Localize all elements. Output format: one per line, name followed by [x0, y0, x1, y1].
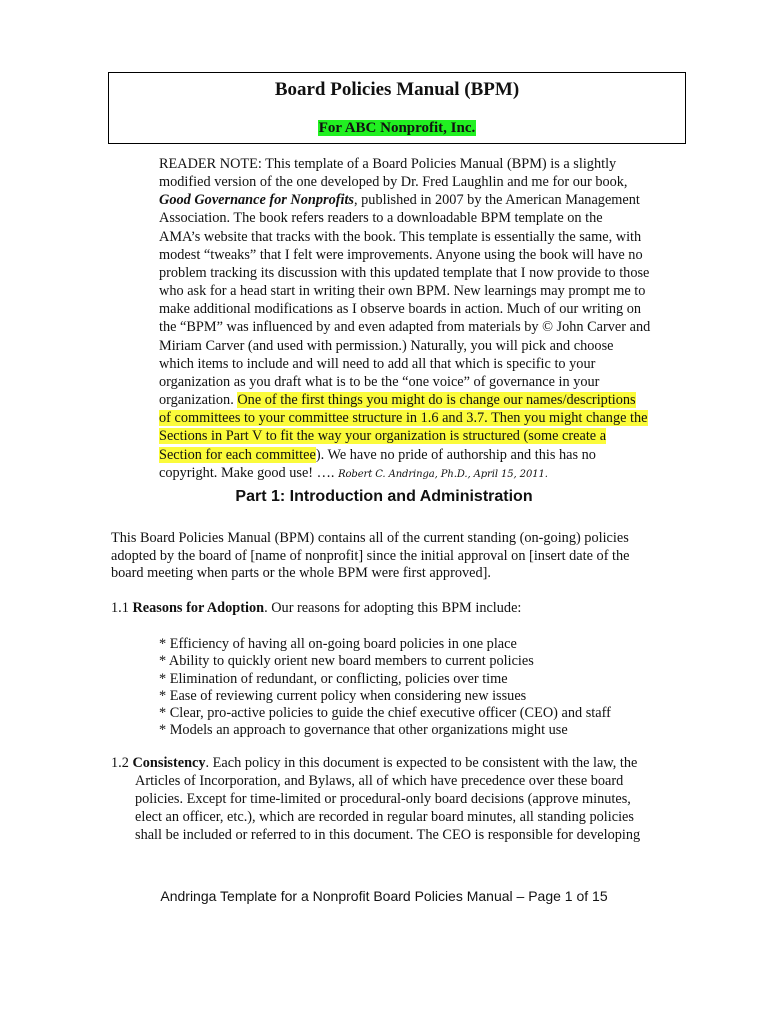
note-line [159, 409, 687, 427]
list-item: * Ease of reviewing current policy when considering new issues [159, 687, 527, 704]
note-line: the “BPM” was influenced by and even adapted from materials by © John Carver and [159, 319, 651, 336]
note-line: AMA’s website that tracks with the book. This template is essentially the same, with [159, 228, 642, 245]
note-text: copyright. Make good use! …. [159, 464, 339, 481]
organization-subtitle: For ABC Nonprofit, Inc. [318, 120, 476, 136]
author-signature: Robert C. Andringa, Ph.D., April 15, 2011. [338, 468, 548, 480]
title-box [108, 72, 686, 144]
list-item: * Models an approach to governance that other organizations might use [159, 722, 568, 739]
reader-note [159, 155, 687, 484]
highlighted-text: of committees to your committee structure in 1.6 and 3.7. Then you might change the [159, 410, 648, 427]
intro-paragraph [111, 530, 630, 583]
list-item: * Clear, pro-active policies to guide the chief executive officer (CEO) and staff [159, 705, 611, 722]
book-title: Good Governance for Nonprofits [159, 192, 354, 209]
note-line [159, 427, 687, 445]
highlighted-text: Section for each committee [159, 446, 316, 463]
note-text: ). We have no pride of authorship and this has no [315, 446, 596, 463]
note-line [159, 446, 687, 464]
note-line: Miriam Carver (and used with permission.) Naturally, you will pick and choose [159, 337, 614, 354]
highlighted-text: One of the first things you might do is change our names/descriptions [237, 392, 636, 409]
note-text: organization. [159, 392, 238, 409]
section-number: 1.2 [111, 755, 133, 771]
section-text: . Each policy in this document is expected to be consistent with the law, the [205, 755, 638, 771]
subtitle-wrap [109, 119, 685, 137]
section-1-1 [111, 600, 521, 618]
document-title: Board Policies Manual (BPM) [274, 79, 520, 100]
note-line: modified version of the one developed by Dr. Fred Laughlin and me for our book, [159, 174, 628, 191]
section-line: Articles of Incorporation, and Bylaws, all of which have precedence over these board [135, 773, 624, 789]
note-line: Association. The book refers readers to a downloadable BPM template on the [159, 210, 603, 227]
note-line: problem tracking its discussion with this updated template that I now provide to those [159, 264, 650, 281]
paragraph-line: This Board Policies Manual (BPM) contains all of the current standing (on-going) policies [111, 530, 629, 546]
note-line: which items to include and will need to add all that which is specific to your [159, 355, 596, 372]
list-item: * Ability to quickly orient new board members to current policies [159, 653, 534, 670]
section-title: Consistency [132, 755, 206, 771]
note-line [159, 191, 687, 209]
paragraph-line: adopted by the board of [name of nonprofit] since the initial approval on [insert date of the [111, 547, 630, 564]
note-line: READER NOTE: This template of a Board Policies Manual (BPM) is a slightly [159, 156, 617, 172]
highlighted-text: Sections in Part V to fit the way your organization is structured (some create a [159, 428, 607, 445]
list-item: * Efficiency of having all on-going board policies in one place [159, 636, 517, 652]
page-footer: Andringa Template for a Nonprofit Board Policies Manual – Page 1 of 15 [160, 888, 608, 904]
note-line: who ask for a head start in writing their own BPM. New learnings may prompt me to [159, 283, 646, 300]
note-line [159, 391, 687, 409]
paragraph-line: board meeting when parts or the whole BPM were first approved]. [111, 565, 491, 581]
note-line [159, 464, 687, 484]
note-line: modest “tweaks” that I felt were improvements. Anyone using the book will have no [159, 246, 643, 263]
section-line: policies. Except for time-limited or procedural-only board decisions (approve minutes, [135, 791, 631, 807]
note-line: organization as you draft what is to be the “one voice” of governance in your [159, 373, 600, 390]
section-text: . Our reasons for adopting this BPM include: [264, 600, 522, 616]
section-line [111, 600, 521, 618]
note-line: make additional modifications as I observe boards in action. Much of our writing on [159, 301, 642, 318]
section-line: elect an officer, etc.), which are recorded in regular board minutes, all standing policies [135, 809, 634, 825]
part-1-heading: Part 1: Introduction and Administration [235, 488, 533, 505]
section-line [111, 754, 640, 772]
section-title: Reasons for Adoption [132, 600, 265, 616]
section-number: 1.1 [111, 600, 133, 616]
reasons-list [159, 636, 611, 740]
section-1-2 [111, 754, 640, 844]
list-item: * Elimination of redundant, or conflicting, policies over time [159, 670, 508, 687]
note-text: , published in 2007 by the American Management [354, 192, 640, 209]
section-line: shall be included or referred to in this document. The CEO is responsible for developing [135, 827, 641, 843]
